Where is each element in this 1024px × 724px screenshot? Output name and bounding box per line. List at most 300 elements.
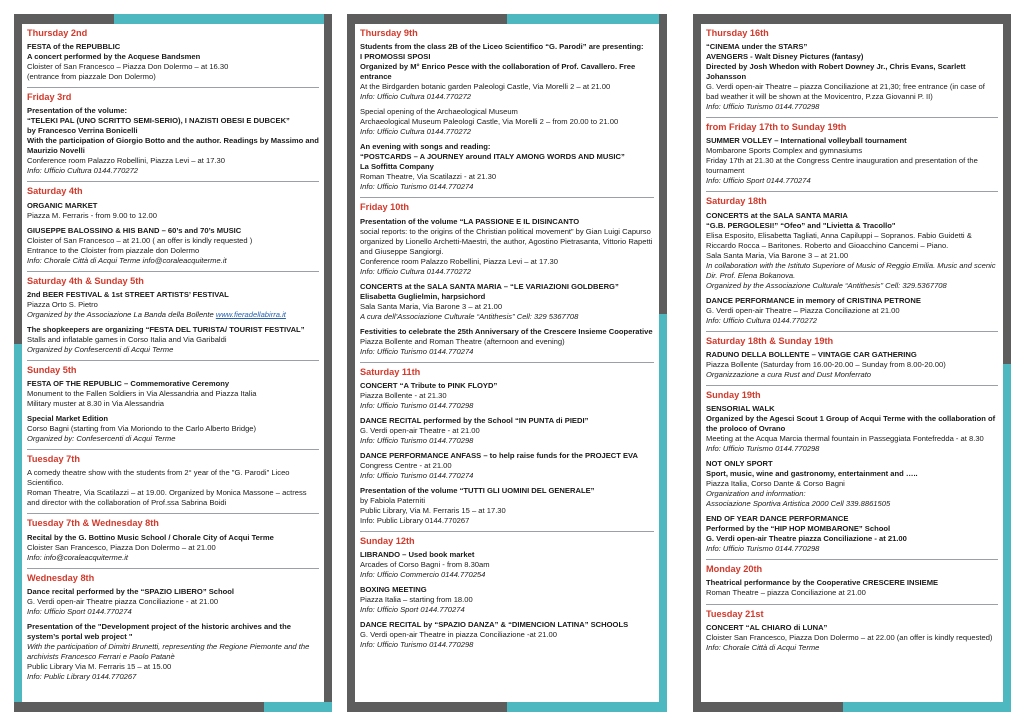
event-item <box>360 620 654 650</box>
event-line <box>706 544 998 554</box>
event-text: DANCE RECITAL by “SPAZIO DANZA” & “DIMENCION LATINA” SCHOOLS <box>360 620 629 630</box>
event-line <box>360 92 654 102</box>
event-text: Roman Theatre – piazza Conciliazione at 21.00 <box>706 588 866 598</box>
event-text: Archaeological Museum Paleologi Castle, Via Morelli 2 – from 20.00 to 21.00 <box>360 117 619 127</box>
event-text: NOT ONLY SPORT <box>706 459 773 469</box>
event-item <box>27 201 319 221</box>
event-text: Info: Ufficio Turismo 0144.770274 <box>360 346 474 356</box>
event-text: Info: Ufficio Turismo 0144.770298 <box>360 435 474 445</box>
event-item <box>360 42 654 102</box>
event-title <box>360 620 654 630</box>
event-title <box>360 42 654 52</box>
event-text: CONCERT “AL CHIARO di LUNA” <box>706 622 828 632</box>
day-section <box>706 191 998 325</box>
event-line <box>706 82 998 102</box>
event-text: A comedy theatre show with the students from 2° year of the "G. Parodi" Liceo Scientifico. <box>27 468 290 488</box>
event-item <box>706 514 998 554</box>
event-text: Mombarone Sports Complex and gymnasiums <box>706 146 863 156</box>
event-item <box>27 226 319 266</box>
event-text: Festivities to celebrate the 25th Anniversary of the Crescere Insieme Cooperative <box>360 326 653 336</box>
event-title <box>360 451 654 461</box>
event-text: Info: Ufficio Turismo 0144.770298 <box>706 102 820 112</box>
event-text: Info: Ufficio Commercio 0144.770254 <box>360 570 486 580</box>
event-title <box>27 533 319 543</box>
event-line <box>27 116 319 126</box>
event-line <box>706 370 998 380</box>
event-text: Directed by Josh Whedon with Robert Downey Jr., Chris Evans, Scarlett Johansson <box>706 62 966 82</box>
event-title <box>27 622 319 642</box>
event-text: G. Verdi open-air Theatre – piazza Conciliazione at 21,30; free entrance (in case of bad weather it will be shown at the Movicentro, P.zza Giovanni P. II) <box>706 82 985 102</box>
event-line <box>706 414 998 434</box>
event-line <box>27 52 319 62</box>
day-section <box>27 513 319 562</box>
event-item <box>706 136 998 186</box>
event-line <box>27 488 319 508</box>
event-line <box>360 471 654 481</box>
event-title <box>27 290 319 300</box>
event-line <box>27 126 319 136</box>
event-line <box>706 524 998 534</box>
day-heading: Friday 10th <box>360 202 410 213</box>
event-title <box>360 416 654 426</box>
event-item <box>360 107 654 137</box>
event-title <box>360 282 654 292</box>
event-line <box>27 310 319 320</box>
event-line <box>706 479 998 489</box>
event-title <box>706 350 998 360</box>
event-text: Piazza Italia – starting from 18.00 <box>360 595 473 605</box>
event-text: I PROMOSSI SPOSI <box>360 52 431 62</box>
event-line <box>360 117 654 127</box>
event-title <box>27 106 319 116</box>
event-text: Public Library, Via M. Ferraris 15 – at 17.30 <box>360 506 506 516</box>
event-line <box>706 489 998 499</box>
event-text: Meeting at the Acqua Marcia thermal fountain in Passeggiata Fontefredda - at 8.30 <box>706 434 984 444</box>
column-content-3 <box>706 24 998 700</box>
event-text: Cloister of San Francesco – at 21.00 ( an offer is kindly requested ) <box>27 235 253 245</box>
event-text: Piazza M. Ferraris - from 9.00 to 12.00 <box>27 210 157 220</box>
event-line <box>706 316 998 326</box>
event-title <box>360 107 654 117</box>
event-text: Presentation of the volume “TUTTI GLI UOMINI DEL GENERALE” <box>360 485 595 495</box>
event-text: Info: info@coraleacquiterme.it <box>27 552 128 562</box>
event-title <box>706 623 998 633</box>
day-heading: Saturday 18th <box>706 196 767 207</box>
event-text: Organizzazione a cura Rust and Dust Monferrato <box>706 369 872 379</box>
day-heading: Tuesday 21st <box>706 608 764 619</box>
event-title <box>360 585 654 595</box>
event-item <box>706 404 998 454</box>
event-line <box>27 662 319 672</box>
event-line <box>27 335 319 345</box>
event-item <box>360 451 654 481</box>
event-line <box>706 534 998 544</box>
event-line <box>360 292 654 302</box>
event-text: Performed by the “HIP HOP MOMBARONE” School <box>706 524 891 534</box>
event-text: ORGANIC MARKET <box>27 200 98 210</box>
event-text: Organization and information: <box>706 489 806 499</box>
event-text: SENSORIAL WALK <box>706 404 775 414</box>
event-text: Conference room Palazzo Robellini, Piazza Levi – at 17.30 <box>27 156 225 166</box>
event-line <box>27 62 319 72</box>
event-title <box>360 327 654 337</box>
event-text: DANCE RECITAL performed by the School “IN PUNTA di PIEDI” <box>360 415 589 425</box>
event-line <box>706 643 998 653</box>
event-text: FESTA of the REPUBBLIC <box>27 42 121 52</box>
event-item <box>27 468 319 508</box>
day-section <box>360 362 654 526</box>
event-text: Organized by: Confesercenti di Acqui Terme <box>27 434 176 444</box>
event-line <box>360 401 654 411</box>
event-title <box>706 578 998 588</box>
event-line <box>27 553 319 563</box>
event-line <box>27 434 319 444</box>
event-text: Piazza Bollente (Saturday from 16.00-20.00 – Sunday from 8.00-20.00) <box>706 359 946 369</box>
day-heading: Saturday 4th & Sunday 5th <box>27 275 144 286</box>
event-title <box>27 414 319 424</box>
event-text: RADUNO DELLA BOLLENTE – VINTAGE CAR GATHERING <box>706 349 917 359</box>
event-text: Info: Chorale Città di Acqui Terme info@coraleacquiterme.it <box>27 255 227 265</box>
day-section <box>360 197 654 356</box>
event-line <box>27 642 319 662</box>
day-section <box>27 360 319 444</box>
event-line <box>360 426 654 436</box>
event-text: Info: Public Library 0144.770267 <box>27 671 137 681</box>
event-line <box>27 300 319 310</box>
event-item <box>27 379 319 409</box>
day-heading: Thursday 16th <box>706 28 769 38</box>
event-text: With the participation of Giorgio Botto and the author. Readings by Massimo and Maurizio Novelli <box>27 136 319 156</box>
day-section <box>360 531 654 650</box>
day-heading: Sunday 5th <box>27 364 77 375</box>
day-heading: Sunday 19th <box>706 389 761 400</box>
event-line <box>27 246 319 256</box>
event-title <box>360 550 654 560</box>
day-section <box>27 87 319 176</box>
event-line <box>360 82 654 92</box>
day-heading: Thursday 2nd <box>27 28 88 38</box>
day-section <box>706 331 998 380</box>
event-text: Sala Santa Maria, Via Barone 3 – at 21.00 <box>360 301 503 311</box>
event-text: Organized by Confesercenti di Acqui Terme <box>27 344 174 354</box>
website-link[interactable]: www.fieradellabirra.it <box>215 309 286 319</box>
event-text: Recital by the G. Bottino Music School / Chorale City of Acqui Terme <box>27 532 274 542</box>
event-title <box>706 514 998 524</box>
event-line <box>706 52 998 62</box>
event-text: At the Birdgarden botanic garden Paleologi Castle, Via Morelli 2 – at 21.00 <box>360 82 611 92</box>
event-line <box>360 182 654 192</box>
day-section <box>27 568 319 682</box>
event-line <box>706 156 998 176</box>
event-text: The shopkeepers are organizing “FESTA DEL TURISTA/ TOURIST FESTIVAL” <box>27 324 305 334</box>
event-title <box>360 142 654 152</box>
event-title <box>27 201 319 211</box>
event-text: DANCE PERFORMANCE ANFASS – to help raise funds for the PROJECT EVA <box>360 450 639 460</box>
day-heading: Saturday 18th & Sunday 19th <box>706 335 834 346</box>
event-title <box>27 379 319 389</box>
event-item <box>360 142 654 192</box>
event-text: Info: Ufficio Turismo 0144.770274 <box>360 182 474 192</box>
event-text: “TELEKI PAL (UNO SCRITTO SEMI-SERIO), I NAZISTI OBESI E DUBCEK” <box>27 116 290 126</box>
event-line <box>360 560 654 570</box>
event-line <box>706 221 998 231</box>
event-line <box>706 588 998 598</box>
event-text: Piazza Orto S. Pietro <box>27 299 98 309</box>
day-heading: Sunday 12th <box>360 536 415 547</box>
day-section <box>27 181 319 265</box>
event-text: Info: Ufficio Turismo 0144.770298 <box>706 444 820 454</box>
event-item <box>27 325 319 355</box>
event-line <box>360 391 654 401</box>
event-item <box>27 106 319 176</box>
event-line <box>706 434 998 444</box>
event-item <box>27 290 319 320</box>
event-text: by Fabiola Paterniti <box>360 496 426 505</box>
event-line <box>27 389 319 399</box>
event-line <box>360 461 654 471</box>
event-text: Sport, music, wine and gastronomy, entertainment and ….. <box>706 469 918 479</box>
event-line <box>360 570 654 580</box>
event-text: DANCE PERFORMANCE in memory of CRISTINA PETRONE <box>706 295 921 305</box>
event-text: Congress Centre - at 21.00 <box>360 460 452 470</box>
event-item <box>706 211 998 291</box>
event-title <box>706 296 998 306</box>
day-section <box>27 449 319 508</box>
event-text: Entrance to the Cloister from piazzale don Dolermo <box>27 245 200 255</box>
event-line <box>360 172 654 182</box>
event-text: Info: Ufficio Sport 0144.770274 <box>706 176 811 186</box>
day-heading: Saturday 11th <box>360 366 421 377</box>
day-section <box>27 271 319 355</box>
event-title <box>27 325 319 335</box>
event-item <box>706 350 998 380</box>
event-line <box>27 543 319 553</box>
event-item <box>360 327 654 357</box>
event-line <box>360 337 654 347</box>
event-item <box>27 42 319 82</box>
event-line <box>360 162 654 172</box>
day-section <box>706 604 998 653</box>
event-title <box>706 42 998 52</box>
event-text: G. Verdi open-air Theatre piazza Conciliazione - at 21.00 <box>706 534 907 544</box>
event-text: CONCERTS at the SALA SANTA MARIA – “LE VARIAZIONI GOLDBERG” <box>360 281 619 291</box>
event-line <box>27 399 319 409</box>
event-text: Conference room Palazzo Robellini, Piazza Levi – at 17.30 <box>360 256 558 266</box>
event-item <box>27 622 319 682</box>
event-item <box>706 42 998 112</box>
event-line <box>360 52 654 62</box>
event-title <box>27 587 319 597</box>
event-text: La Soffitta Company <box>360 162 434 172</box>
event-text: END OF YEAR DANCE PERFORMANCE <box>706 514 849 524</box>
column-panel-1 <box>14 14 332 712</box>
event-line <box>27 256 319 266</box>
event-line <box>360 436 654 446</box>
column-panel-2 <box>347 14 667 712</box>
event-line <box>360 640 654 650</box>
event-text: “POSTCARDS – A JOURNEY around ITALY AMONG WORDS AND MUSIC” <box>360 152 625 162</box>
event-line <box>706 102 998 112</box>
day-section <box>706 559 998 598</box>
event-line <box>27 345 319 355</box>
event-line <box>706 444 998 454</box>
event-title <box>706 459 998 469</box>
event-line <box>360 347 654 357</box>
event-item <box>706 623 998 653</box>
event-title <box>706 211 998 221</box>
event-text: Info: Public Library 0144.770267 <box>360 516 470 526</box>
event-line <box>27 672 319 682</box>
event-line <box>360 227 654 257</box>
event-text: CONCERTS at the SALA SANTA MARIA <box>706 210 848 220</box>
event-text: Theatrical performance by the Cooperative CRESCERE INSIEME <box>706 578 939 588</box>
event-text: Info: Ufficio Cultura 0144.770272 <box>360 266 472 276</box>
event-text: Piazza Italia, Corso Dante & Corso Bagni <box>706 479 845 489</box>
event-line <box>360 605 654 615</box>
event-text: FESTA OF THE REPUBLIC – Commemorative Ceremony <box>27 379 230 389</box>
event-text: Special Market Edition <box>27 414 109 424</box>
day-section <box>706 117 998 186</box>
event-title <box>27 468 319 488</box>
event-text: Special opening of the Archaeological Museum <box>360 107 518 117</box>
event-text: Elisabetta Guglielmin, harpsichord <box>360 291 486 301</box>
event-text: With the participation of Dimitri Brunetti, representing the Regione Piemonte and the archivists Francesco Ferrari e Paolo Patanè <box>27 641 310 661</box>
event-line <box>27 156 319 166</box>
event-text: Organized by the Associazione La Banda della Bollente <box>27 309 216 319</box>
day-heading: Wednesday 8th <box>27 572 95 583</box>
day-heading: Thursday 9th <box>360 28 418 38</box>
event-line <box>360 267 654 277</box>
event-text: Roman Theatre, Via Scatilazzi - at 21.30 <box>360 172 497 182</box>
event-text: BOXING MEETING <box>360 585 427 595</box>
event-line <box>360 506 654 516</box>
event-line <box>706 306 998 316</box>
event-title <box>27 42 319 52</box>
event-text: Info: Chorale Città di Acqui Terme <box>706 642 820 652</box>
event-line <box>706 231 998 251</box>
event-item <box>360 416 654 446</box>
event-title <box>27 226 319 236</box>
event-line <box>360 312 654 322</box>
event-line <box>360 630 654 640</box>
event-item <box>360 550 654 580</box>
event-text: Organized by the Associazione Culturale “Antithesis” Cell: 329.5367708 <box>706 280 947 290</box>
event-text: Arcades of Corso Bagni - from 8.30am <box>360 560 490 570</box>
event-text: Info: Ufficio Cultura 0144.770272 <box>360 92 472 102</box>
event-text: by Francesco Verrina Bonicelli <box>27 126 138 136</box>
event-item <box>360 282 654 322</box>
day-section <box>706 25 998 112</box>
event-line <box>360 62 654 82</box>
event-line <box>360 302 654 312</box>
event-line <box>27 136 319 156</box>
event-line <box>27 597 319 607</box>
event-text: Info: Ufficio Cultura 0144.770272 <box>27 166 139 176</box>
event-line <box>706 281 998 291</box>
day-heading: from Friday 17th to Sunday 19th <box>706 122 847 133</box>
event-text: In collaboration with the Istituto Superiore of Music of Reggio Emilia. Music and scenic Dir. Prof. Elena Bokanova. <box>706 260 996 280</box>
event-text: Military muster at 8.30 in Via Alessandria <box>27 399 165 409</box>
event-text: Piazza Bollente and Roman Theatre (afternoon and evening) <box>360 336 565 346</box>
event-text: Info: Ufficio Cultura 0144.770272 <box>706 315 818 325</box>
day-heading: Tuesday 7th <box>27 454 80 465</box>
event-line <box>706 176 998 186</box>
event-item <box>706 296 998 326</box>
day-heading: Monday 20th <box>706 564 763 575</box>
event-title <box>706 136 998 146</box>
event-line <box>360 152 654 162</box>
event-text: Cloister of San Francesco – Piazza Don Dolermo – at 16.30 <box>27 62 229 72</box>
event-text: Friday 17th at 21.30 at the Congress Centre inauguration and presentation of the tournament <box>706 156 978 176</box>
event-text: Sala Santa Maria, Via Barone 3 – at 21.00 <box>706 250 849 260</box>
event-line <box>360 127 654 137</box>
event-text: A cura dell’Associazione Culturale “Antithesis” Cell: 329 5367708 <box>360 311 579 321</box>
event-item <box>27 414 319 444</box>
event-text: (entrance from piazzale Don Dolermo) <box>27 72 156 82</box>
event-text: An evening with songs and reading: <box>360 142 491 152</box>
event-text: Presentation of the volume “LA PASSIONE E IL DISINCANTO <box>360 216 580 226</box>
event-line <box>706 251 998 261</box>
event-title <box>706 404 998 414</box>
event-line <box>706 146 998 156</box>
event-text: LIBRANDO – Used book market <box>360 550 475 560</box>
event-line <box>706 62 998 82</box>
event-line <box>706 469 998 479</box>
event-text: Elisa Esposito, Elisabetta Tagliati, Anna Capiluppi – Sopranos. Fabio Guidetti & Riccardo Rocca – Baritones. Roberto and Gioacchino Cancemi – Piano. <box>706 230 972 250</box>
event-item <box>360 381 654 411</box>
event-item <box>360 585 654 615</box>
event-text: Public Library Via M. Ferraris 15 – at 15.00 <box>27 661 172 671</box>
event-item <box>360 486 654 526</box>
event-text: Presentation of the volume: <box>27 106 127 116</box>
event-text: social reports: to the origins of the Christian political movement” by Gian Luigi Capurso organized by Lionello Archetti-Maestri, the author, Agostino Pietrasanta, Vittorio Rapetti and Giuseppe Sangiorgi. <box>360 226 653 256</box>
column-content-2 <box>360 24 654 700</box>
event-text: Info: Ufficio Cultura 0144.770272 <box>360 127 472 137</box>
event-title <box>360 381 654 391</box>
event-line <box>27 607 319 617</box>
event-text: “CINEMA under the STARS” <box>706 42 808 52</box>
event-item <box>360 217 654 277</box>
event-line <box>27 236 319 246</box>
day-heading: Friday 3rd <box>27 92 72 103</box>
event-line <box>360 516 654 526</box>
event-text: A concert performed by the Acquese Bandsmen <box>27 52 201 62</box>
event-text: Stalls and inflatable games in Corso Italia and Via Garibaldi <box>27 334 227 344</box>
event-text: Cloister San Francesco, Piazza Don Dolermo – at 22.00 (an offer is kindly requested) <box>706 632 993 642</box>
event-line <box>27 424 319 434</box>
event-line <box>706 499 998 509</box>
event-text: G. Verdi open-air Theatre - at 21.00 <box>360 425 480 435</box>
event-text: Monument to the Fallen Soldiers in Via Alessandria and Piazza Italia <box>27 389 257 399</box>
event-text: Piazza Bollente - at 21.30 <box>360 390 447 400</box>
event-item <box>706 578 998 598</box>
event-line <box>27 211 319 221</box>
event-title <box>360 217 654 227</box>
day-section <box>27 25 319 82</box>
event-text: Info: Ufficio Turismo 0144.770298 <box>360 400 474 410</box>
event-item <box>27 587 319 617</box>
event-line <box>27 166 319 176</box>
event-text: G. Verdi open-air Theatre in piazza Conciliazione -at 21.00 <box>360 630 557 640</box>
event-text: Info: Ufficio Turismo 0144.770274 <box>360 470 474 480</box>
event-text: SUMMER VOLLEY – International volleyball tournament <box>706 136 907 146</box>
event-text: Info: Ufficio Sport 0144.770274 <box>360 605 465 615</box>
event-line <box>360 257 654 267</box>
day-heading: Tuesday 7th & Wednesday 8th <box>27 518 159 529</box>
event-title <box>360 486 654 496</box>
event-item <box>706 459 998 509</box>
event-text: G. Verdi open-air Theatre piazza Conciliazione - at 21.00 <box>27 596 219 606</box>
